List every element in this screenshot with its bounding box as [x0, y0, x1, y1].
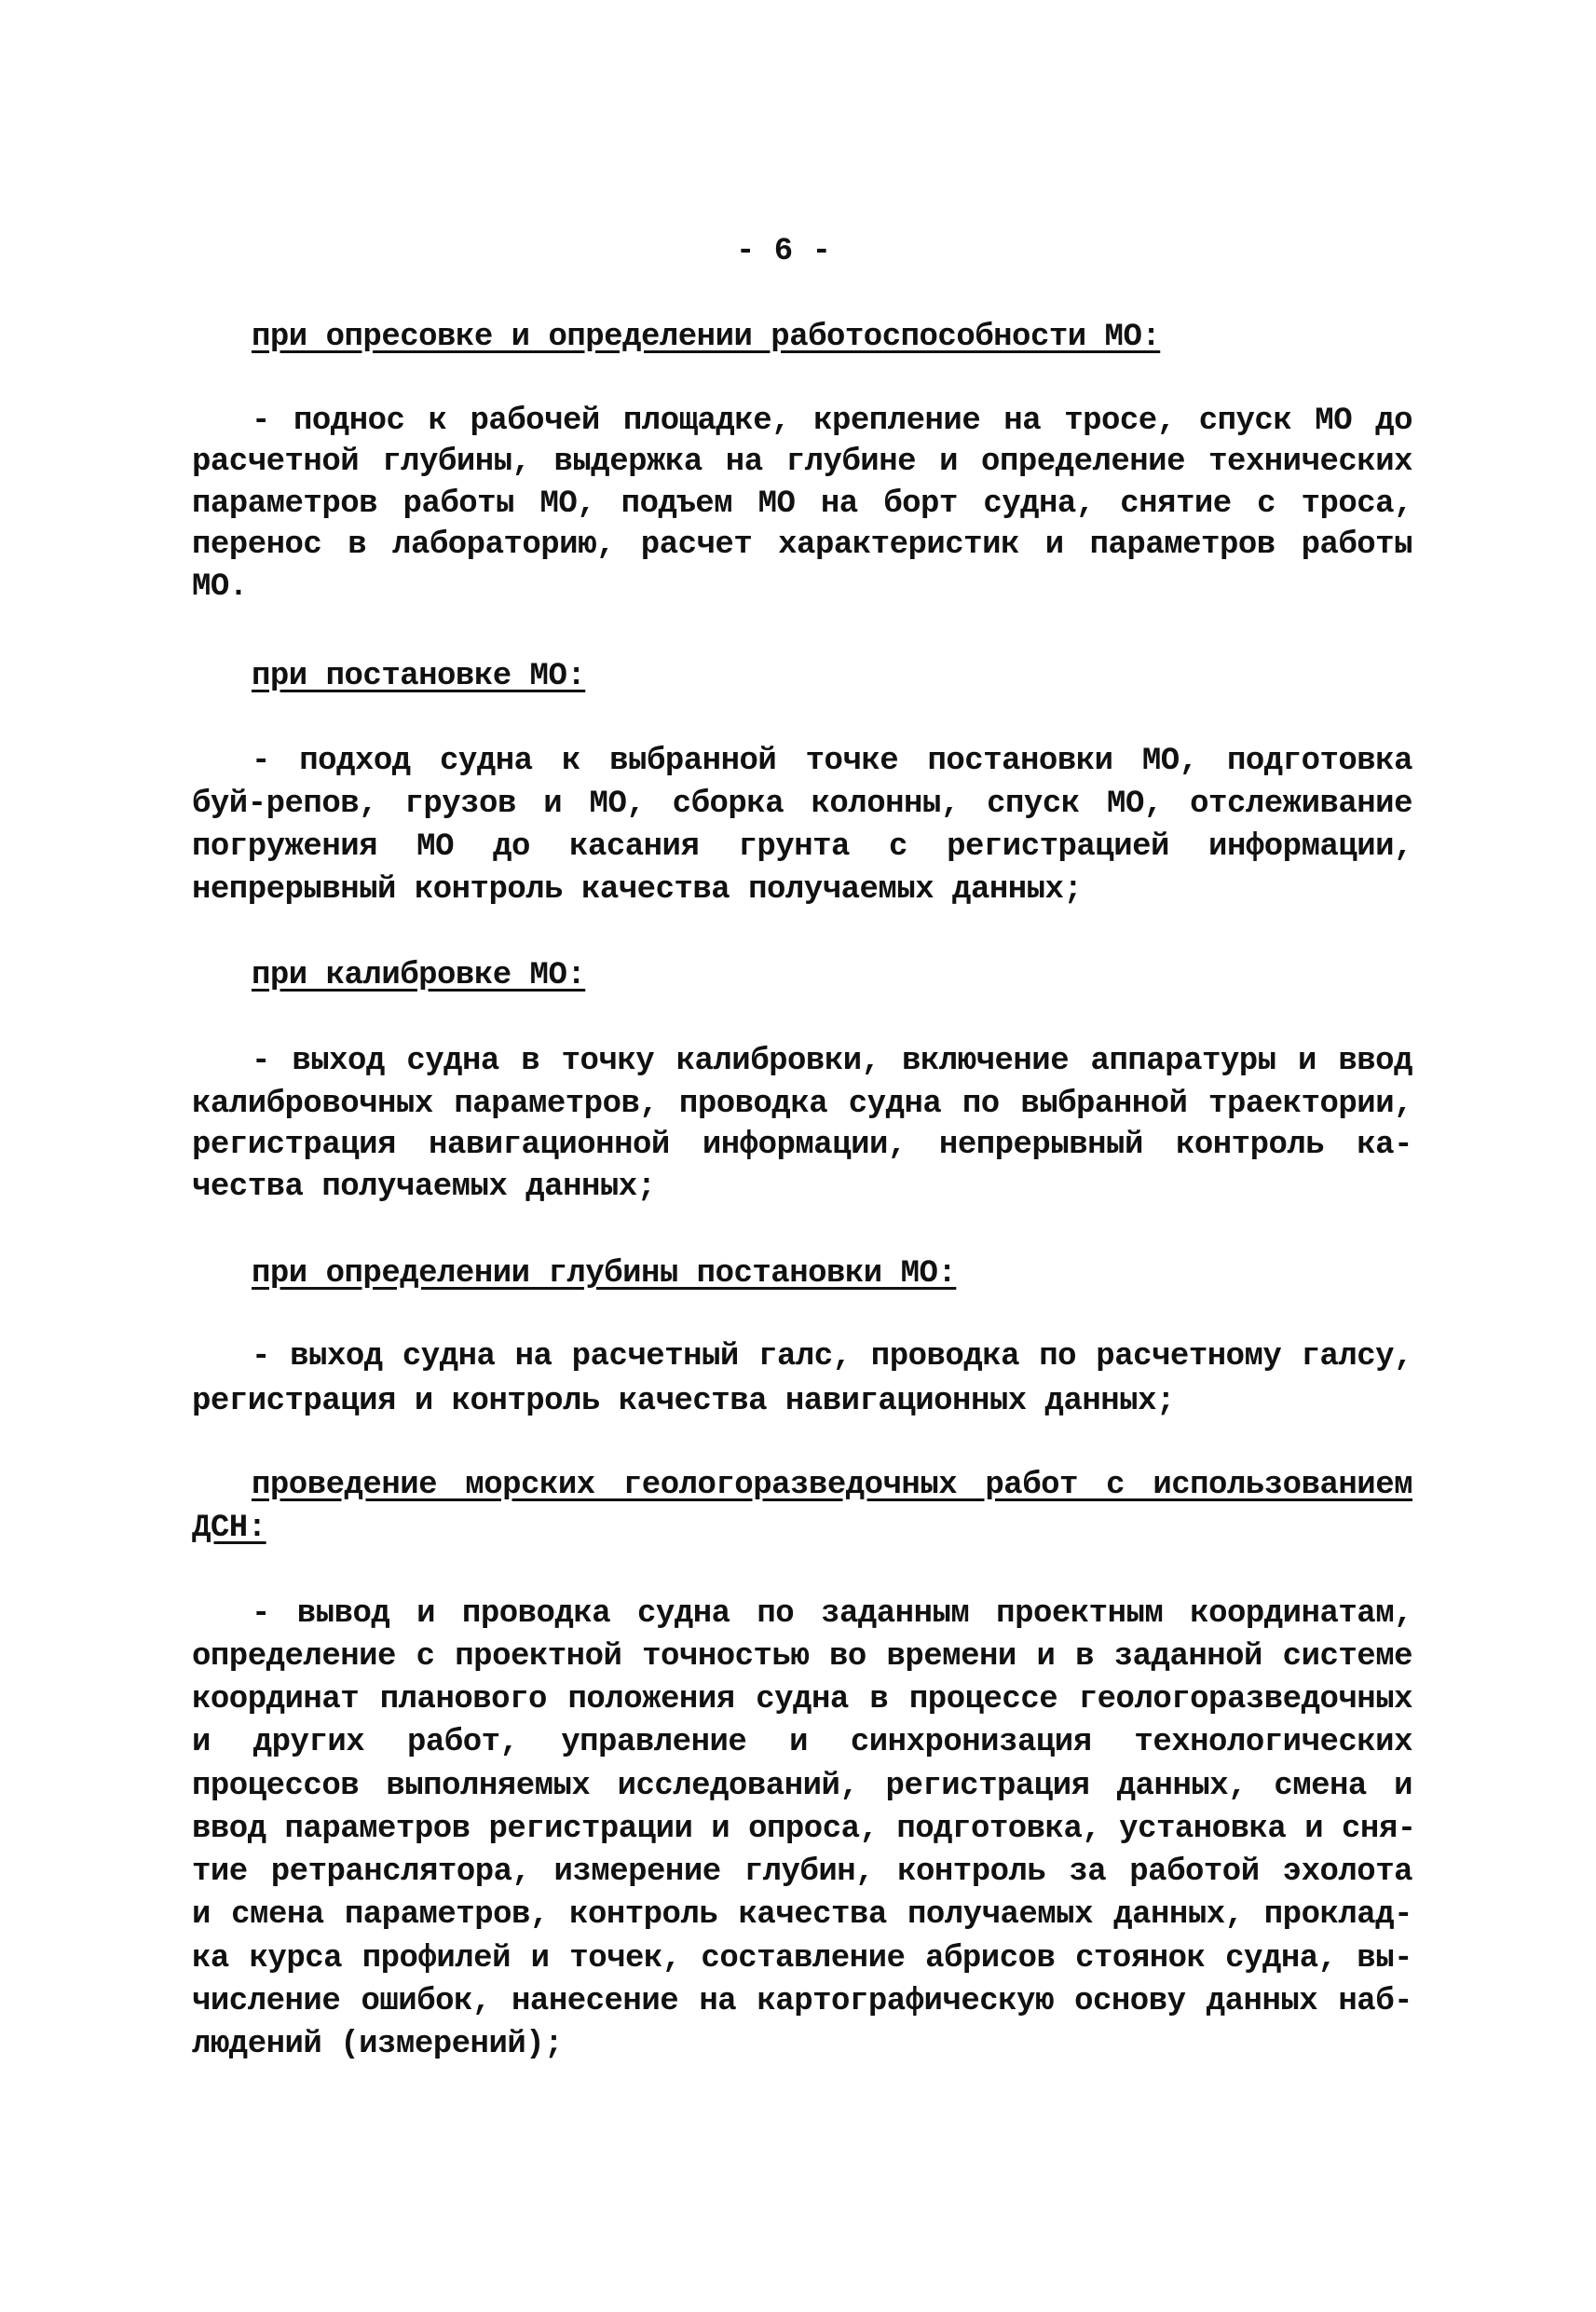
text-line: ввод параметров регистрации и опроса, подготовка, установка и сня-	[192, 1812, 1416, 1847]
text-line: регистрация навигационной информации, непрерывный контроль ка-	[192, 1128, 1412, 1163]
text-line: погружения МО до касания грунта с регистрацией информации,	[192, 829, 1412, 865]
text-line: координат планового положения судна в процессе геологоразведочных	[192, 1682, 1412, 1717]
text-line: перенос в лабораторию, расчет характеристик и параметров работы	[192, 527, 1412, 563]
text-line: - выход судна на расчетный галс, проводка по расчетному галсу,	[252, 1339, 1412, 1375]
section-heading: ДСН:	[192, 1511, 266, 1546]
section-heading: при калибровке МО:	[252, 958, 586, 993]
text-line: чества получаемых данных;	[192, 1170, 656, 1205]
text-line: людений (измерений);	[192, 2027, 564, 2062]
text-line: и других работ, управление и синхронизация технологических	[192, 1725, 1412, 1760]
section-heading: при опресовке и определении работоспособности МО:	[252, 320, 1161, 355]
text-line: непрерывный контроль качества получаемых данных;	[192, 872, 1083, 908]
text-line: буй-репов, грузов и МО, сборка колонны, спуск МО, отслеживание	[192, 787, 1412, 822]
text-line: регистрация и контроль качества навигационных данных;	[192, 1384, 1175, 1419]
text-line: параметров работы МО, подъем МО на борт судна, снятие с троса,	[192, 486, 1412, 522]
text-line: - подход судна к выбранной точке постановки МО, подготовка	[252, 744, 1412, 779]
text-line: - поднос к рабочей площадке, крепление на тросе, спуск МО до	[252, 404, 1412, 439]
text-line: расчетной глубины, выдержка на глубине и определение технических	[192, 445, 1412, 480]
text-line: ка курса профилей и точек, составление абрисов стоянок судна, вы-	[192, 1941, 1412, 1977]
text-line: и смена параметров, контроль качества получаемых данных, проклад-	[192, 1897, 1412, 1933]
section-heading: при постановке МО:	[252, 659, 586, 694]
section-heading: при определении глубины постановки МО:	[252, 1256, 957, 1292]
page-number: - 6 -	[736, 234, 832, 269]
text-line: - выход судна в точку калибровки, включение аппаратуры и ввод	[252, 1044, 1412, 1079]
text-line: - вывод и проводка судна по заданным проектным координатам,	[252, 1596, 1412, 1632]
text-line: процессов выполняемых исследований, регистрация данных, смена и	[192, 1769, 1412, 1804]
text-line: МО.	[192, 569, 248, 605]
text-line: тие ретранслятора, измерение глубин, контроль за работой эхолота	[192, 1854, 1412, 1890]
section-heading: проведение морских геологоразведочных работ с использованием	[252, 1468, 1412, 1503]
text-line: числение ошибок, нанесение на картографическую основу данных наб-	[192, 1984, 1412, 2019]
text-line: определение с проектной точностью во времени и в заданной системе	[192, 1639, 1412, 1675]
text-line: калибровочных параметров, проводка судна по выбранной траектории,	[192, 1087, 1412, 1122]
